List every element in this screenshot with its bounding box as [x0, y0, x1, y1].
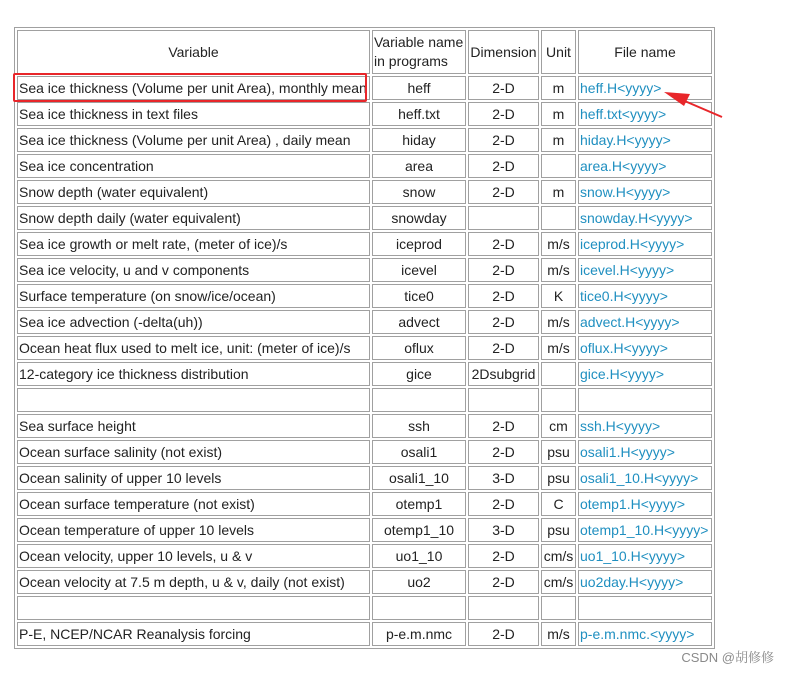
cell-program-name: snow: [372, 180, 466, 204]
file-link[interactable]: tice0.H<yyyy>: [580, 288, 668, 304]
cell-unit: m: [541, 102, 576, 126]
table-row: [17, 440, 712, 464]
cell-unit: m/s: [541, 336, 576, 360]
cell-variable: Surface temperature (on snow/ice/ocean): [17, 284, 370, 308]
cell-dimension: 2-D: [468, 440, 539, 464]
table-row: [17, 518, 712, 542]
file-link[interactable]: snow.H<yyyy>: [580, 184, 671, 200]
cell-program-name: uo1_10: [372, 544, 466, 568]
cell-variable: Snow depth daily (water equivalent): [17, 206, 370, 230]
cell-unit: [541, 154, 576, 178]
cell-file-name: [578, 596, 712, 620]
cell-unit: m: [541, 128, 576, 152]
cell-program-name: tice0: [372, 284, 466, 308]
cell-program-name: iceprod: [372, 232, 466, 256]
cell-variable: Sea ice thickness in text files: [17, 102, 370, 126]
cell-file-name: [578, 206, 712, 230]
cell-dimension: 3-D: [468, 466, 539, 490]
cell-file-name: [578, 128, 712, 152]
table-row: [17, 128, 712, 152]
cell-dimension: 2-D: [468, 180, 539, 204]
cell-file-name: [578, 388, 712, 412]
cell-file-name: [578, 102, 712, 126]
cell-variable: Sea ice concentration: [17, 154, 370, 178]
cell-unit: [541, 388, 576, 412]
header-variable: Variable: [17, 30, 370, 74]
cell-file-name: [578, 154, 712, 178]
file-link[interactable]: uo2day.H<yyyy>: [580, 574, 684, 590]
cell-variable: Sea ice growth or melt rate, (meter of ice)/s: [17, 232, 370, 256]
cell-unit: m/s: [541, 232, 576, 256]
cell-unit: m: [541, 76, 576, 100]
file-link[interactable]: uo1_10.H<yyyy>: [580, 548, 686, 564]
cell-unit: m/s: [541, 258, 576, 282]
table-row: [17, 414, 712, 438]
file-link[interactable]: icevel.H<yyyy>: [580, 262, 675, 278]
cell-variable: P-E, NCEP/NCAR Reanalysis forcing: [17, 622, 370, 646]
cell-variable: Ocean velocity at 7.5 m depth, u & v, daily (not exist): [17, 570, 370, 594]
cell-file-name: [578, 414, 712, 438]
file-link[interactable]: iceprod.H<yyyy>: [580, 236, 685, 252]
cell-dimension: 2-D: [468, 102, 539, 126]
table-row: [17, 544, 712, 568]
table-row: [17, 570, 712, 594]
cell-unit: psu: [541, 466, 576, 490]
table-row: [17, 102, 712, 126]
file-link[interactable]: osali1_10.H<yyyy>: [580, 470, 699, 486]
cell-dimension: 2-D: [468, 154, 539, 178]
cell-file-name: [578, 440, 712, 464]
file-link[interactable]: hiday.H<yyyy>: [580, 132, 671, 148]
cell-program-name: osali1_10: [372, 466, 466, 490]
cell-dimension: 2Dsubgrid: [468, 362, 539, 386]
cell-variable: Ocean surface salinity (not exist): [17, 440, 370, 464]
cell-dimension: 2-D: [468, 622, 539, 646]
table-row: [17, 362, 712, 386]
cell-unit: [541, 206, 576, 230]
header-program-name: Variable name in programs: [372, 30, 466, 74]
file-link[interactable]: heff.txt<yyyy>: [580, 106, 667, 122]
cell-unit: psu: [541, 518, 576, 542]
file-link[interactable]: p-e.m.nmc.<yyyy>: [580, 626, 695, 642]
cell-unit: m/s: [541, 622, 576, 646]
cell-program-name: ssh: [372, 414, 466, 438]
cell-program-name: otemp1: [372, 492, 466, 516]
cell-file-name: [578, 544, 712, 568]
file-link[interactable]: area.H<yyyy>: [580, 158, 667, 174]
cell-dimension: 2-D: [468, 76, 539, 100]
cell-program-name: otemp1_10: [372, 518, 466, 542]
cell-dimension: 2-D: [468, 128, 539, 152]
cell-variable: Ocean velocity, upper 10 levels, u & v: [17, 544, 370, 568]
cell-unit: cm: [541, 414, 576, 438]
cell-dimension: [468, 388, 539, 412]
cell-program-name: snowday: [372, 206, 466, 230]
header-file-name: File name: [578, 30, 712, 74]
cell-variable: Ocean temperature of upper 10 levels: [17, 518, 370, 542]
file-link[interactable]: oflux.H<yyyy>: [580, 340, 668, 356]
cell-file-name: [578, 622, 712, 646]
cell-dimension: 2-D: [468, 414, 539, 438]
cell-unit: m: [541, 180, 576, 204]
table-row: [17, 388, 712, 412]
cell-unit: m/s: [541, 310, 576, 334]
cell-variable: Sea ice advection (-delta(uh)): [17, 310, 370, 334]
table-row: [17, 180, 712, 204]
cell-file-name: [578, 180, 712, 204]
file-link[interactable]: osali1.H<yyyy>: [580, 444, 675, 460]
cell-dimension: 2-D: [468, 492, 539, 516]
cell-file-name: [578, 284, 712, 308]
table-row: [17, 76, 712, 100]
table-row: [17, 622, 712, 646]
file-link[interactable]: advect.H<yyyy>: [580, 314, 680, 330]
cell-dimension: 2-D: [468, 232, 539, 256]
cell-file-name: [578, 232, 712, 256]
cell-file-name: [578, 518, 712, 542]
file-link[interactable]: otemp1.H<yyyy>: [580, 496, 686, 512]
cell-program-name: advect: [372, 310, 466, 334]
cell-unit: C: [541, 492, 576, 516]
cell-program-name: heff.txt: [372, 102, 466, 126]
cell-dimension: 2-D: [468, 336, 539, 360]
variables-table: [14, 27, 715, 649]
cell-dimension: 2-D: [468, 258, 539, 282]
table-row: [17, 258, 712, 282]
cell-program-name: [372, 596, 466, 620]
cell-dimension: [468, 596, 539, 620]
cell-file-name: [578, 258, 712, 282]
cell-dimension: 2-D: [468, 570, 539, 594]
table-row: [17, 596, 712, 620]
cell-file-name: [578, 310, 712, 334]
cell-program-name: area: [372, 154, 466, 178]
cell-dimension: 2-D: [468, 310, 539, 334]
cell-program-name: hiday: [372, 128, 466, 152]
table-header-row: [17, 30, 712, 74]
cell-dimension: 2-D: [468, 284, 539, 308]
cell-program-name: p-e.m.nmc: [372, 622, 466, 646]
cell-variable: Sea surface height: [17, 414, 370, 438]
cell-variable: Sea ice velocity, u and v components: [17, 258, 370, 282]
file-link[interactable]: otemp1_10.H<yyyy>: [580, 522, 709, 538]
cell-variable: Sea ice thickness (Volume per unit Area), monthly mean: [17, 76, 370, 100]
cell-dimension: 3-D: [468, 518, 539, 542]
cell-unit: cm/s: [541, 544, 576, 568]
cell-unit: K: [541, 284, 576, 308]
cell-file-name: [578, 492, 712, 516]
table-row: [17, 310, 712, 334]
header-unit: Unit: [541, 30, 576, 74]
cell-dimension: [468, 206, 539, 230]
cell-dimension: 2-D: [468, 544, 539, 568]
cell-file-name: [578, 336, 712, 360]
table-row: [17, 466, 712, 490]
cell-file-name: [578, 76, 712, 100]
file-link[interactable]: snowday.H<yyyy>: [580, 210, 693, 226]
cell-unit: cm/s: [541, 570, 576, 594]
cell-file-name: [578, 466, 712, 490]
cell-program-name: icevel: [372, 258, 466, 282]
cell-program-name: uo2: [372, 570, 466, 594]
cell-unit: [541, 362, 576, 386]
cell-unit: [541, 596, 576, 620]
cell-program-name: osali1: [372, 440, 466, 464]
cell-variable: [17, 596, 370, 620]
table-row: [17, 284, 712, 308]
cell-file-name: [578, 362, 712, 386]
cell-unit: psu: [541, 440, 576, 464]
cell-variable: Sea ice thickness (Volume per unit Area) , daily mean: [17, 128, 370, 152]
cell-program-name: [372, 388, 466, 412]
cell-variable: Snow depth (water equivalent): [17, 180, 370, 204]
cell-variable: 12-category ice thickness distribution: [17, 362, 370, 386]
cell-variable: [17, 388, 370, 412]
file-link[interactable]: gice.H<yyyy>: [580, 366, 665, 382]
table-row: [17, 492, 712, 516]
cell-variable: Ocean salinity of upper 10 levels: [17, 466, 370, 490]
variables-table-container: [14, 27, 715, 649]
file-link[interactable]: heff.H<yyyy>: [580, 80, 662, 96]
table-row: [17, 206, 712, 230]
cell-variable: Ocean heat flux used to melt ice, unit: (meter of ice)/s: [17, 336, 370, 360]
cell-program-name: heff: [372, 76, 466, 100]
cell-file-name: [578, 570, 712, 594]
file-link[interactable]: ssh.H<yyyy>: [580, 418, 661, 434]
cell-program-name: gice: [372, 362, 466, 386]
table-row: [17, 336, 712, 360]
header-dimension: Dimension: [468, 30, 539, 74]
cell-program-name: oflux: [372, 336, 466, 360]
cell-variable: Ocean surface temperature (not exist): [17, 492, 370, 516]
table-row: [17, 154, 712, 178]
watermark: CSDN @胡修修: [681, 650, 774, 665]
table-row: [17, 232, 712, 256]
